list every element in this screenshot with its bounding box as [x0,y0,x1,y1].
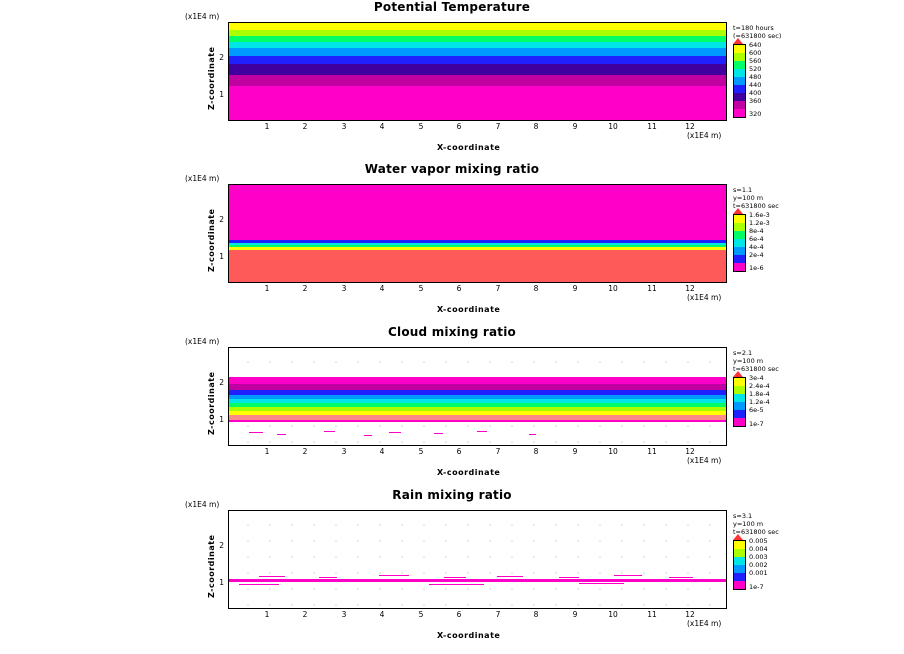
x-tick-label: 2 [302,122,308,131]
colorbar-tick-label: 1e-7 [749,583,764,591]
contour-line [229,579,726,582]
contour-band [229,243,726,245]
colorbar-segment [734,378,745,386]
colorbar-segment [734,557,745,565]
x-tick-label: 10 [608,447,618,456]
x-tick-label: 7 [495,610,501,619]
x-tick-label: 6 [456,447,462,456]
colorbar-segment [734,53,745,61]
colorbar-segment [734,215,745,223]
contour-band [229,48,726,56]
contour-speck [477,431,487,433]
colorbar-tick-label: 2e-4 [749,251,764,259]
colorbar-segment [734,402,745,410]
x-tick-label: 3 [341,284,347,293]
contour-band [229,247,726,250]
colorbar-segment [734,61,745,69]
contour-band [229,36,726,42]
colorbar-segment [734,394,745,402]
x-tick-label: 5 [418,122,424,131]
colorbar-tick-label: 480 [749,73,762,81]
colorbar-segment [734,549,745,557]
contour-speck [259,576,285,578]
contour-speck [434,433,443,435]
x-axis-label: X-coordinate [437,468,501,477]
contour-line [229,420,726,422]
colorbar-tick-label: 1.2e-3 [749,219,770,227]
colorbar-tick-label: 400 [749,89,762,97]
colorbar-segment [734,255,745,263]
panel-potential-temperature [0,0,904,160]
colorbar-tick-label: 0.005 [749,537,768,545]
x-tick-label: 12 [685,284,695,293]
x-axis-unit: (x1E4 m) [687,131,722,140]
x-tick-label: 8 [533,610,539,619]
contour-speck [239,584,279,586]
colorbar-tick-label: 0.002 [749,561,768,569]
colorbar-segment [734,77,745,85]
colorbar-segment [734,541,745,549]
x-tick-label: 9 [572,122,578,131]
colorbar-segment [734,85,745,93]
x-tick-label: 4 [379,284,385,293]
colorbar-tick-label: 0.001 [749,569,768,577]
colorbar-segment [734,93,745,101]
contour-speck [497,576,523,578]
contour-speck [529,434,536,436]
colorbar-tick-label: 1.6e-3 [749,211,770,219]
x-tick-label: 9 [572,447,578,456]
x-tick-label: 2 [302,447,308,456]
colorbar-segment [734,223,745,231]
y-axis-unit: (x1E4 m) [185,174,220,183]
colorbar-segment [734,247,745,255]
x-tick-label: 9 [572,284,578,293]
colorbar-segment [734,239,745,247]
x-axis-unit: (x1E4 m) [687,293,722,302]
contour-band [229,377,726,384]
panel-annotation: t=180 hours [733,24,774,32]
x-tick-label: 6 [456,610,462,619]
x-tick-label: 11 [647,284,657,293]
y-axis-unit: (x1E4 m) [185,500,220,509]
panel-title: Rain mixing ratio [392,488,512,502]
x-tick-label: 4 [379,122,385,131]
y-tick-label: 2 [219,53,224,62]
x-tick-label: 11 [647,122,657,131]
colorbar-segment [734,45,745,53]
contour-band [229,64,726,75]
colorbar-tick-label: 6e-5 [749,406,764,414]
x-axis-label: X-coordinate [437,631,501,640]
y-tick-label: 1 [219,578,224,587]
x-tick-label: 7 [495,447,501,456]
colorbar-tick-label: 8e-4 [749,227,764,235]
x-tick-label: 2 [302,284,308,293]
contour-band [229,42,726,48]
plot-area [228,510,727,609]
y-tick-label: 2 [219,378,224,387]
colorbar-tick-label: 320 [749,110,762,118]
plot-area [228,184,727,283]
contour-speck [319,577,337,579]
panel-annotation: s=3.1 [733,512,753,520]
x-tick-label: 9 [572,610,578,619]
x-axis-label: X-coordinate [437,143,501,152]
contour-band [229,86,726,120]
y-axis-label: Z-coordinate [207,371,216,435]
y-tick-label: 1 [219,415,224,424]
colorbar-tick-label: 4e-4 [749,243,764,251]
x-tick-label: 3 [341,610,347,619]
x-tick-label: 4 [379,610,385,619]
y-axis-label: Z-coordinate [207,46,216,110]
x-tick-label: 11 [647,447,657,456]
colorbar-segment [734,263,745,271]
colorbar-tick-label: 1e-7 [749,420,764,428]
x-tick-label: 11 [647,610,657,619]
contour-band [229,56,726,64]
contour-speck [364,435,372,437]
contour-band [229,30,726,36]
colorbar-tick-label: 1.8e-4 [749,390,770,398]
colorbar-tick-label: 600 [749,49,762,57]
contour-band [229,23,726,30]
contour-speck [249,432,263,434]
x-tick-label: 5 [418,284,424,293]
colorbar [733,540,746,590]
colorbar [733,44,746,118]
panel-water-vapor-mixing-ratio [0,162,904,322]
panel-annotation: t=631800 sec [733,202,779,210]
x-tick-label: 6 [456,284,462,293]
x-tick-label: 1 [264,284,270,293]
plot-area [228,347,727,446]
x-tick-label: 1 [264,122,270,131]
x-tick-label: 3 [341,447,347,456]
colorbar-tick-label: 2.4e-4 [749,382,770,390]
y-tick-label: 1 [219,90,224,99]
colorbar-segment [734,231,745,239]
x-tick-label: 5 [418,610,424,619]
contour-speck [614,575,642,577]
contour-band [229,245,726,248]
contour-speck [429,584,484,586]
colorbar-tick-label: 640 [749,41,762,49]
panel-annotation: y=100 m [733,194,764,202]
contour-speck [277,434,286,436]
colorbar-segment [734,573,745,581]
panel-annotation: y=100 m [733,520,764,528]
colorbar-segment [734,109,745,117]
panel-annotation: s=1.1 [733,186,753,194]
x-axis-unit: (x1E4 m) [687,456,722,465]
x-tick-label: 3 [341,122,347,131]
plot-area [228,22,727,121]
x-tick-label: 8 [533,447,539,456]
colorbar-segment [734,418,745,426]
contour-speck [389,432,401,434]
contour-band [229,75,726,86]
contour-band [229,240,726,243]
colorbar-tick-label: 360 [749,97,762,105]
x-axis-label: X-coordinate [437,305,501,314]
x-tick-label: 1 [264,447,270,456]
colorbar-tick-label: 0.004 [749,545,768,553]
panel-annotation: t=631800 sec [733,365,779,373]
contour-speck [579,583,624,585]
contour-speck [324,431,335,433]
x-tick-label: 2 [302,610,308,619]
colorbar-segment [734,69,745,77]
y-axis-label: Z-coordinate [207,534,216,598]
y-tick-label: 2 [219,215,224,224]
colorbar-tick-label: 6e-4 [749,235,764,243]
x-tick-label: 10 [608,284,618,293]
panel-title: Potential Temperature [373,0,531,14]
panel-annotation: s=2.1 [733,349,753,357]
contour-speck [559,577,579,579]
x-tick-label: 12 [685,447,695,456]
contour-speck [669,577,693,579]
panel-cloud-mixing-ratio [0,325,904,485]
x-tick-label: 10 [608,610,618,619]
x-tick-label: 1 [264,610,270,619]
colorbar-tick-label: 1e-6 [749,264,764,272]
colorbar-segment [734,581,745,589]
colorbar-segment [734,101,745,109]
x-tick-label: 12 [685,122,695,131]
colorbar-tick-label: 3e-4 [749,374,764,382]
colorbar-tick-label: 1.2e-4 [749,398,770,406]
x-tick-label: 5 [418,447,424,456]
x-tick-label: 6 [456,122,462,131]
y-axis-unit: (x1E4 m) [185,12,220,21]
colorbar-tick-label: 520 [749,65,762,73]
panel-title: Water vapor mixing ratio [364,162,540,176]
dot-grid [229,511,726,608]
colorbar [733,377,746,427]
y-tick-label: 1 [219,252,224,261]
x-tick-label: 8 [533,284,539,293]
panel-annotation: t=631800 sec [733,528,779,536]
colorbar-segment [734,410,745,418]
panel-annotation: y=100 m [733,357,764,365]
x-tick-label: 8 [533,122,539,131]
contour-band [229,250,726,282]
x-tick-label: 12 [685,610,695,619]
x-axis-unit: (x1E4 m) [687,619,722,628]
x-tick-label: 7 [495,122,501,131]
colorbar [733,214,746,272]
panel-rain-mixing-ratio [0,488,904,654]
colorbar-segment [734,386,745,394]
panel-annotation: (=631800 sec) [733,32,782,40]
y-tick-label: 2 [219,541,224,550]
panel-title: Cloud mixing ratio [388,325,516,339]
contour-speck [444,577,466,579]
colorbar-segment [734,565,745,573]
x-tick-label: 10 [608,122,618,131]
x-tick-label: 7 [495,284,501,293]
colorbar-tick-label: 0.003 [749,553,768,561]
y-axis-unit: (x1E4 m) [185,337,220,346]
colorbar-tick-label: 440 [749,81,762,89]
colorbar-tick-label: 560 [749,57,762,65]
x-tick-label: 4 [379,447,385,456]
contour-speck [379,575,409,577]
y-axis-label: Z-coordinate [207,208,216,272]
